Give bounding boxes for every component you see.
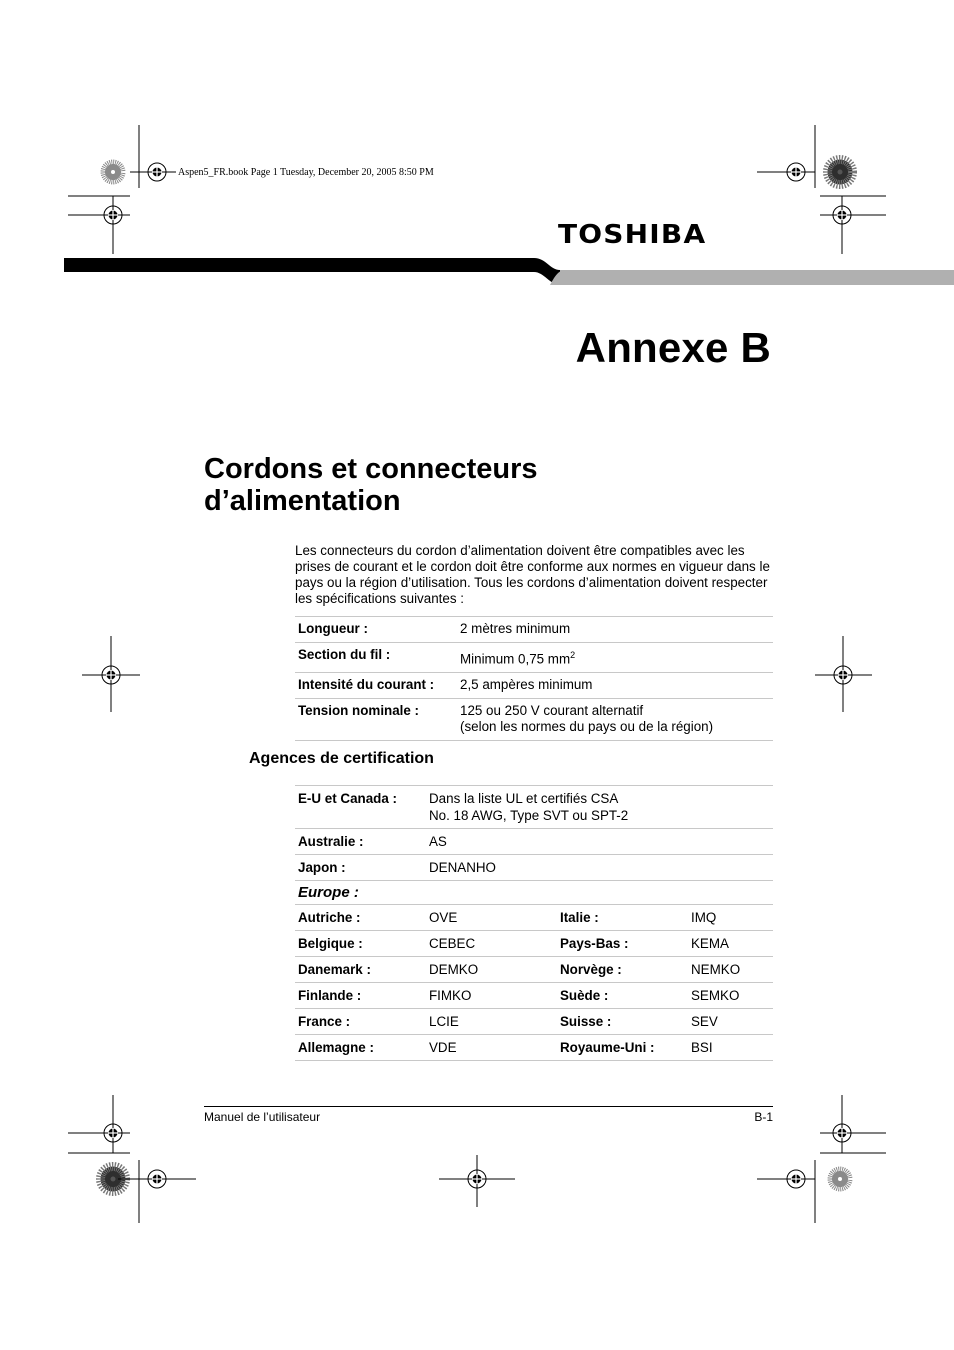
intro-paragraph: Les connecteurs du cordon d’alimentation doivent être compatibles avec les prises de courant et le cordon doit être conforme aux normes en vigueur dans le pays ou la région d’utilisation. Tous les cordons d’alimentation doivent respecter les spécifications suivantes :: [295, 543, 770, 606]
table-row: [295, 673, 773, 699]
spec-value: 2 mètres minimum: [457, 617, 773, 643]
table-row: [295, 931, 773, 957]
table-row: [295, 643, 773, 673]
agency-value-cell: [426, 786, 773, 829]
table-row: [295, 855, 773, 881]
spec-label: Section du fil :: [295, 643, 457, 673]
agency-value: OVE: [426, 905, 557, 931]
agency-value: IMQ: [688, 905, 773, 931]
table-row: [295, 905, 773, 931]
spec-superscript: 2: [570, 650, 576, 660]
section-title-line1: Cordons et connecteurs: [204, 453, 538, 485]
header-bar: [64, 258, 534, 272]
spec-value-cell: [457, 699, 773, 741]
table-row: [295, 829, 773, 855]
section-title: [204, 453, 538, 517]
agency-value: SEV: [688, 1009, 773, 1035]
spec-value: 2,5 ampères minimum: [457, 673, 773, 699]
brand-logo: TOSHIBA: [558, 219, 707, 250]
agency-value: AS: [426, 829, 773, 855]
agency-value: DEMKO: [426, 957, 557, 983]
agency-value: SEMKO: [688, 983, 773, 1009]
country-label: Australie :: [295, 829, 426, 855]
table-row: [295, 786, 773, 829]
spec-label: Longueur :: [295, 617, 457, 643]
country-label: Suède :: [557, 983, 688, 1009]
country-label: Pays-Bas :: [557, 931, 688, 957]
table-row: [295, 1035, 773, 1061]
spec-label: Intensité du courant :: [295, 673, 457, 699]
spec-value-line2: (selon les normes du pays ou de la région): [460, 719, 714, 735]
agency-value: FIMKO: [426, 983, 557, 1009]
country-label: Belgique :: [295, 931, 426, 957]
agency-value: VDE: [426, 1035, 557, 1061]
spec-label: Tension nominale :: [295, 699, 457, 741]
country-label: Japon :: [295, 855, 426, 881]
spec-value-cell: [457, 643, 773, 673]
agency-value: DENANHO: [426, 855, 773, 881]
spec-value: 125 ou 250 V courant alternatif: [460, 703, 644, 719]
table-row: [295, 699, 773, 741]
footer-manual-title: Manuel de l’utilisateur: [204, 1110, 321, 1124]
agency-value: KEMA: [688, 931, 773, 957]
agency-value-line2: No. 18 AWG, Type SVT ou SPT-2: [429, 808, 629, 823]
section-title-line2: d’alimentation: [204, 485, 401, 517]
agencies-title: Agences de certification: [249, 750, 434, 767]
country-label: E-U et Canada :: [295, 786, 426, 829]
agency-value: LCIE: [426, 1009, 557, 1035]
annex-title: Annexe B: [575, 324, 771, 371]
country-label: Suisse :: [557, 1009, 688, 1035]
print-info-line: Aspen5_FR.book Page 1 Tuesday, December 20, 2005 8:50 PM: [178, 167, 434, 178]
agency-value: Dans la liste UL et certifiés CSA: [429, 791, 619, 806]
country-label: Royaume-Uni :: [557, 1035, 688, 1061]
table-row: [295, 881, 773, 905]
country-label: Finlande :: [295, 983, 426, 1009]
table-row: [295, 957, 773, 983]
country-label: Norvège :: [557, 957, 688, 983]
table-row: [295, 1009, 773, 1035]
agency-value: BSI: [688, 1035, 773, 1061]
certification-agencies-table: [295, 785, 773, 1061]
europe-label: Europe :: [295, 881, 773, 905]
table-row: [295, 983, 773, 1009]
country-label: Autriche :: [295, 905, 426, 931]
footer-rule: [204, 1106, 773, 1107]
power-cord-specs-table: [295, 616, 773, 741]
page-number: B-1: [754, 1110, 773, 1124]
country-label: Allemagne :: [295, 1035, 426, 1061]
country-label: Italie :: [557, 905, 688, 931]
spec-value: Minimum 0,75 mm: [460, 651, 571, 667]
agency-value: CEBEC: [426, 931, 557, 957]
agency-value: NEMKO: [688, 957, 773, 983]
country-label: Danemark :: [295, 957, 426, 983]
country-label: France :: [295, 1009, 426, 1035]
header-bar-gray: [560, 270, 954, 285]
table-row: [295, 617, 773, 643]
